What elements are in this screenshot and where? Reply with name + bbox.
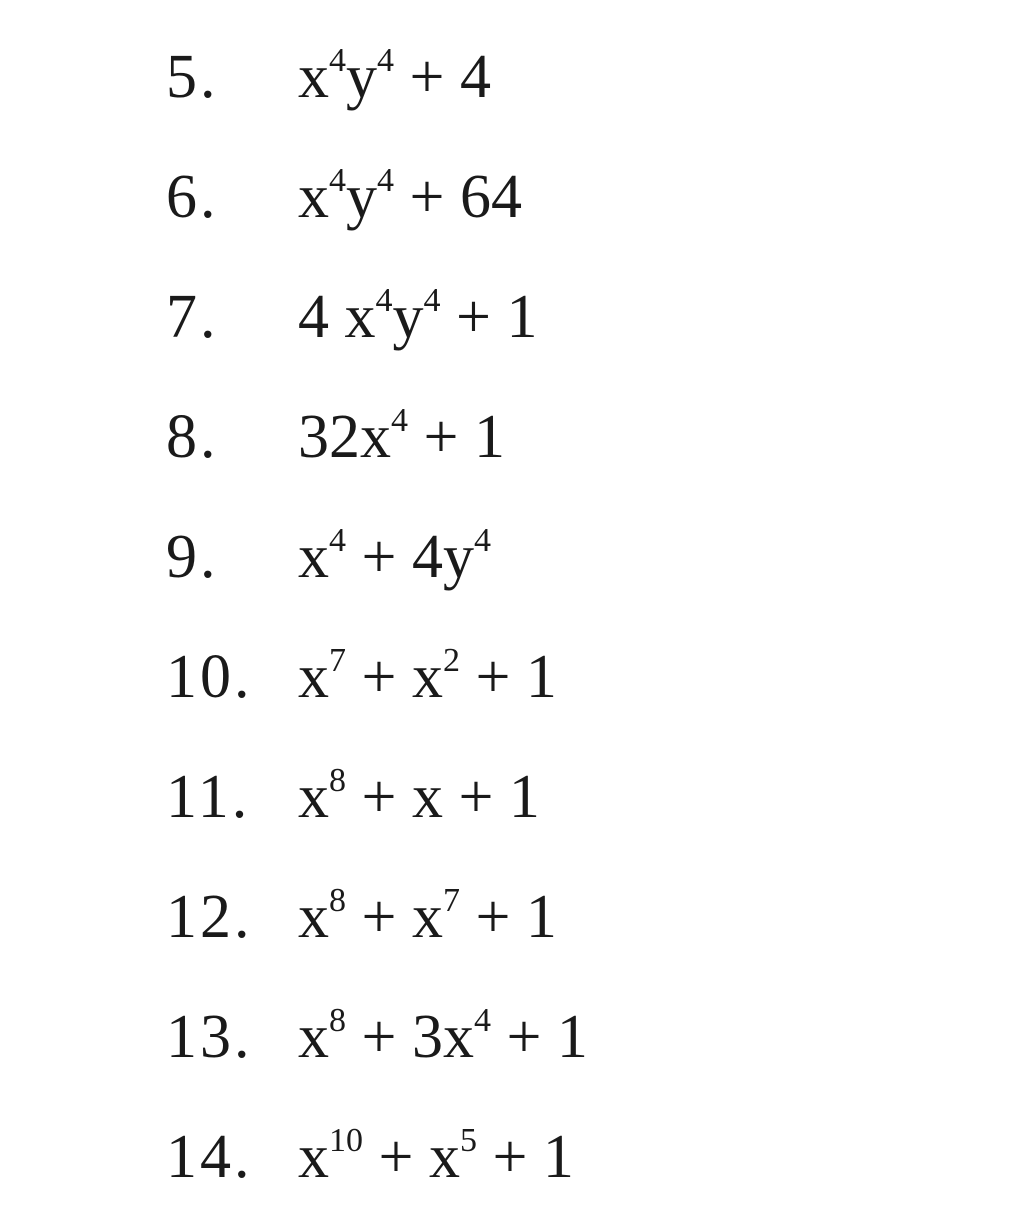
problem-number: 13. <box>166 1003 253 1071</box>
problem-expression <box>298 402 505 471</box>
exponent: 4 <box>473 522 491 559</box>
expression-term: + 1 <box>459 883 557 951</box>
expression-term: + 1 <box>476 1123 574 1191</box>
exponent: 4 <box>473 1002 491 1039</box>
problem-expression <box>298 762 540 831</box>
expression-term: 4 x <box>298 283 376 351</box>
problem-expression <box>298 642 557 711</box>
expression-term: + x <box>346 883 443 951</box>
expression-term: + x + 1 <box>346 763 540 831</box>
expression-term: y <box>392 283 424 351</box>
problem-expression <box>298 282 538 351</box>
expression-term: 32x <box>298 403 391 471</box>
expression-term: + 1 <box>490 1003 588 1071</box>
problem-item <box>0 628 1024 728</box>
expression-term: + 4 <box>394 43 491 111</box>
exponent: 4 <box>377 162 394 199</box>
exponent: 4 <box>391 402 408 439</box>
problem-item <box>0 508 1024 608</box>
expression-term: + 1 <box>459 643 557 711</box>
exponent: 4 <box>329 522 346 559</box>
exponent: 7 <box>442 882 460 919</box>
expression-term: + 3x <box>346 1003 474 1071</box>
expression-term: + 1 <box>440 283 538 351</box>
problem-expression <box>298 882 557 951</box>
problem-number: 10. <box>166 643 253 711</box>
problem-number: 9. <box>166 523 219 591</box>
problem-expression <box>298 522 491 591</box>
problem-expression <box>298 42 491 111</box>
exponent: 7 <box>329 642 346 679</box>
expression-term: x <box>298 763 329 831</box>
problem-number: 11. <box>166 763 251 831</box>
exponent: 4 <box>423 282 441 319</box>
expression-term: + 1 <box>408 403 505 471</box>
expression-term: x <box>298 163 329 231</box>
expression-term: x <box>298 643 329 711</box>
problem-number: 12. <box>166 883 253 951</box>
exponent: 4 <box>329 42 346 79</box>
problem-item <box>0 748 1024 848</box>
exponent: 8 <box>329 762 346 799</box>
problem-item <box>0 868 1024 968</box>
exponent: 8 <box>329 882 346 919</box>
problem-item <box>0 1108 1024 1208</box>
expression-term: x <box>298 523 329 591</box>
expression-term: x <box>298 43 329 111</box>
problem-item <box>0 268 1024 368</box>
exponent: 8 <box>329 1002 346 1039</box>
expression-term: x <box>298 1123 329 1191</box>
problem-item <box>0 388 1024 488</box>
problem-number: 8. <box>166 403 219 471</box>
problem-number: 6. <box>166 163 219 231</box>
expression-term: y <box>346 43 377 111</box>
problem-expression <box>298 1122 574 1191</box>
exponent: 4 <box>329 162 346 199</box>
expression-term: + 64 <box>394 163 522 231</box>
problem-number: 14. <box>166 1123 253 1191</box>
problem-item <box>0 28 1024 128</box>
problem-item <box>0 148 1024 248</box>
exponent: 4 <box>377 42 394 79</box>
expression-term: + 4y <box>346 523 474 591</box>
problem-number: 7. <box>166 283 219 351</box>
exponent: 2 <box>442 642 460 679</box>
expression-term: + x <box>363 1123 460 1191</box>
expression-term: x <box>298 883 329 951</box>
exponent: 4 <box>375 282 393 319</box>
exponent: 5 <box>459 1122 477 1159</box>
problem-expression <box>298 1002 588 1071</box>
exponent: 10 <box>329 1122 363 1159</box>
expression-term: + x <box>346 643 443 711</box>
problem-item <box>0 988 1024 1088</box>
expression-term: x <box>298 1003 329 1071</box>
problem-expression <box>298 162 522 231</box>
problem-number: 5. <box>166 43 219 111</box>
expression-term: y <box>346 163 377 231</box>
